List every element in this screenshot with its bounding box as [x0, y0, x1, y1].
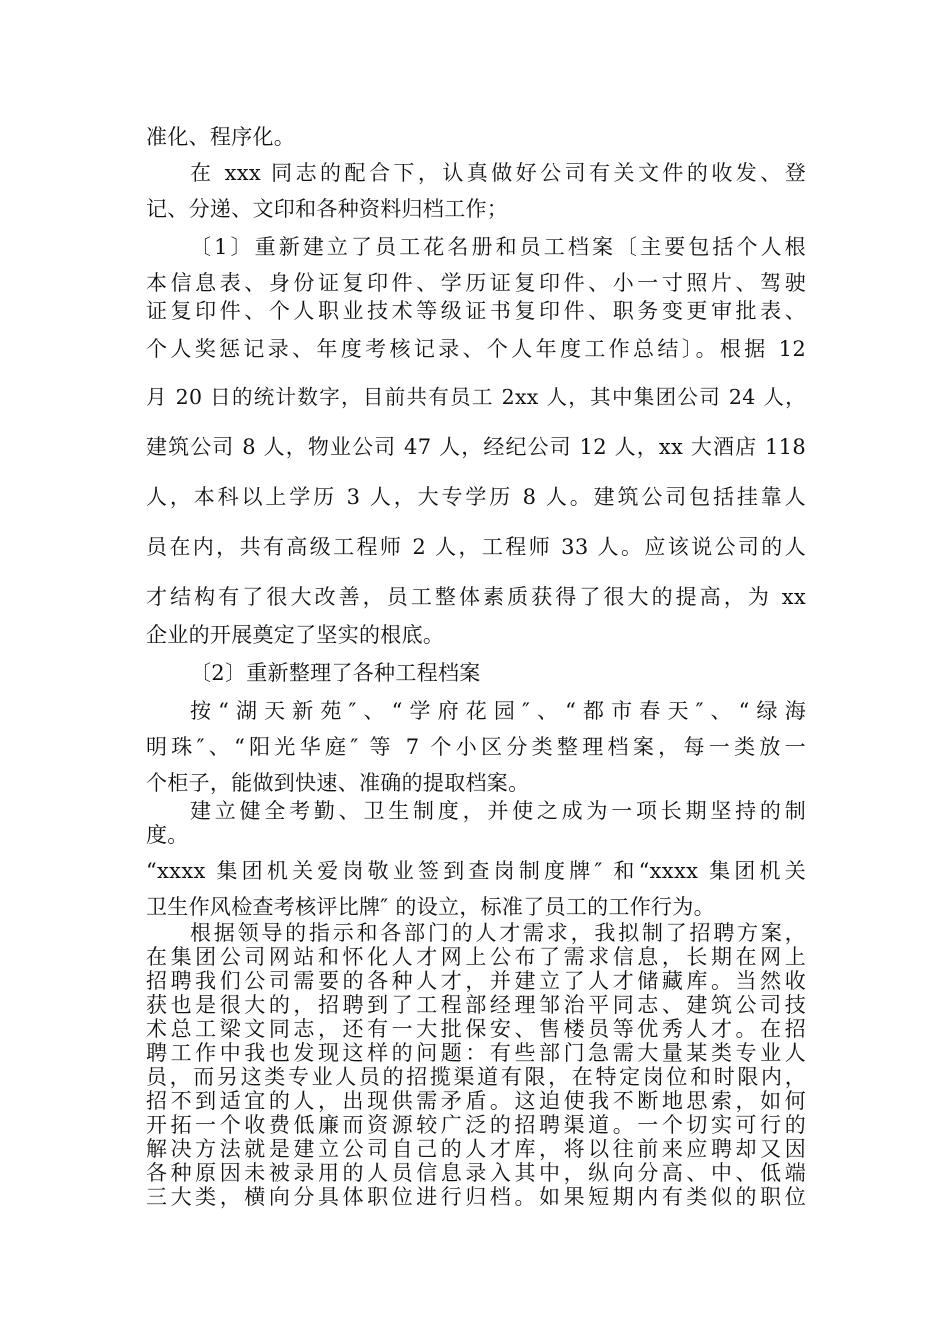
text-line: 〔1〕重新建立了员工花名册和员工档案〔主要包括个人根 [190, 235, 806, 259]
text-line: 明珠″、“阳光华庭″ 等 7 个小区分类整理档案，每一类放一 [146, 735, 806, 759]
text-line: 个柜子，能做到快速、准确的提取档案。 [146, 771, 530, 795]
text-line: 在 xxx 同志的配合下，认真做好公司有关文件的收发、登 [190, 161, 806, 185]
text-line: 在集团公司网站和怀化人才网上公布了需求信息，长期在网上 [146, 945, 806, 969]
text-line: 准化、程序化。 [146, 125, 296, 149]
text-line: 开拓一个收费低廉而资源较广泛的招聘渠道。一个切实可行的 [146, 1113, 806, 1137]
text-line: 建筑公司 8 人，物业公司 47 人，经纪公司 12 人，xx 大酒店 118 [146, 435, 806, 459]
text-line: 月 20 日的统计数字，目前共有员工 2xx 人，其中集团公司 24 人， [146, 385, 806, 409]
text-line: 解决方法就是建立公司自己的人才库，将以往前来应聘却又因 [146, 1137, 806, 1161]
text-line: 各种原因未被录用的人员信息录入其中，纵向分高、中、低端 [146, 1161, 806, 1185]
text-line: 员在内，共有高级工程师 2 人，工程师 33 人。应该说公司的人 [146, 535, 806, 559]
text-line: 术总工梁文同志，还有一大批保安、售楼员等优秀人才。在招 [146, 1017, 806, 1041]
text-line: 根据领导的指示和各部门的人才需求，我拟制了招聘方案， [190, 921, 806, 945]
text-line: 记、分递、文印和各种资料归档工作； [146, 197, 509, 221]
text-line: 员，而另这类专业人员的招揽渠道有限，在特定岗位和时限内， [146, 1065, 806, 1089]
text-line: 个人奖惩记录、年度考核记录、个人年度工作总结〕。根据 12 [146, 337, 806, 361]
text-line: 卫生作风检查考核评比牌″ 的设立，标准了员工的工作行为。 [146, 895, 715, 919]
text-line: 建立健全考勤、卫生制度，并使之成为一项长期坚持的制 [190, 799, 806, 823]
text-line: 才结构有了很大改善，员工整体素质获得了很大的提高，为 xx [146, 585, 806, 609]
text-line: 证复印件、个人职业技术等级证书复印件、职务变更审批表、 [146, 299, 806, 323]
text-line: 〔2〕重新整理了各种工程档案 [190, 661, 481, 685]
text-line: 本信息表、身份证复印件、学历证复印件、小一寸照片、驾驶 [146, 271, 806, 295]
text-line: 聘工作中我也发现这样的问题：有些部门急需大量某类专业人 [146, 1041, 806, 1065]
text-line: 人，本科以上学历 3 人，大专学历 8 人。建筑公司包括挂靠人 [146, 485, 806, 509]
text-line: 三大类，横向分具体职位进行归档。如果短期内有类似的职位 [146, 1185, 806, 1209]
text-line: 企业的开展奠定了坚实的根底。 [146, 623, 445, 647]
text-line: 招不到适宜的人，出现供需矛盾。这迫使我不断地思索，如何 [146, 1089, 806, 1113]
text-line: “xxxx 集团机关爱岗敬业签到查岗制度牌″ 和“xxxx 集团机关 [146, 859, 806, 883]
text-line: 按“湖天新苑″、“学府花园″、“都市春天″、“绿海 [190, 699, 806, 723]
text-line: 获也是很大的，招聘到了工程部经理邹治平同志、建筑公司技 [146, 993, 806, 1017]
text-line: 度。 [146, 823, 189, 847]
text-line: 招聘我们公司需要的各种人才，并建立了人才储藏库。当然收 [146, 969, 806, 993]
